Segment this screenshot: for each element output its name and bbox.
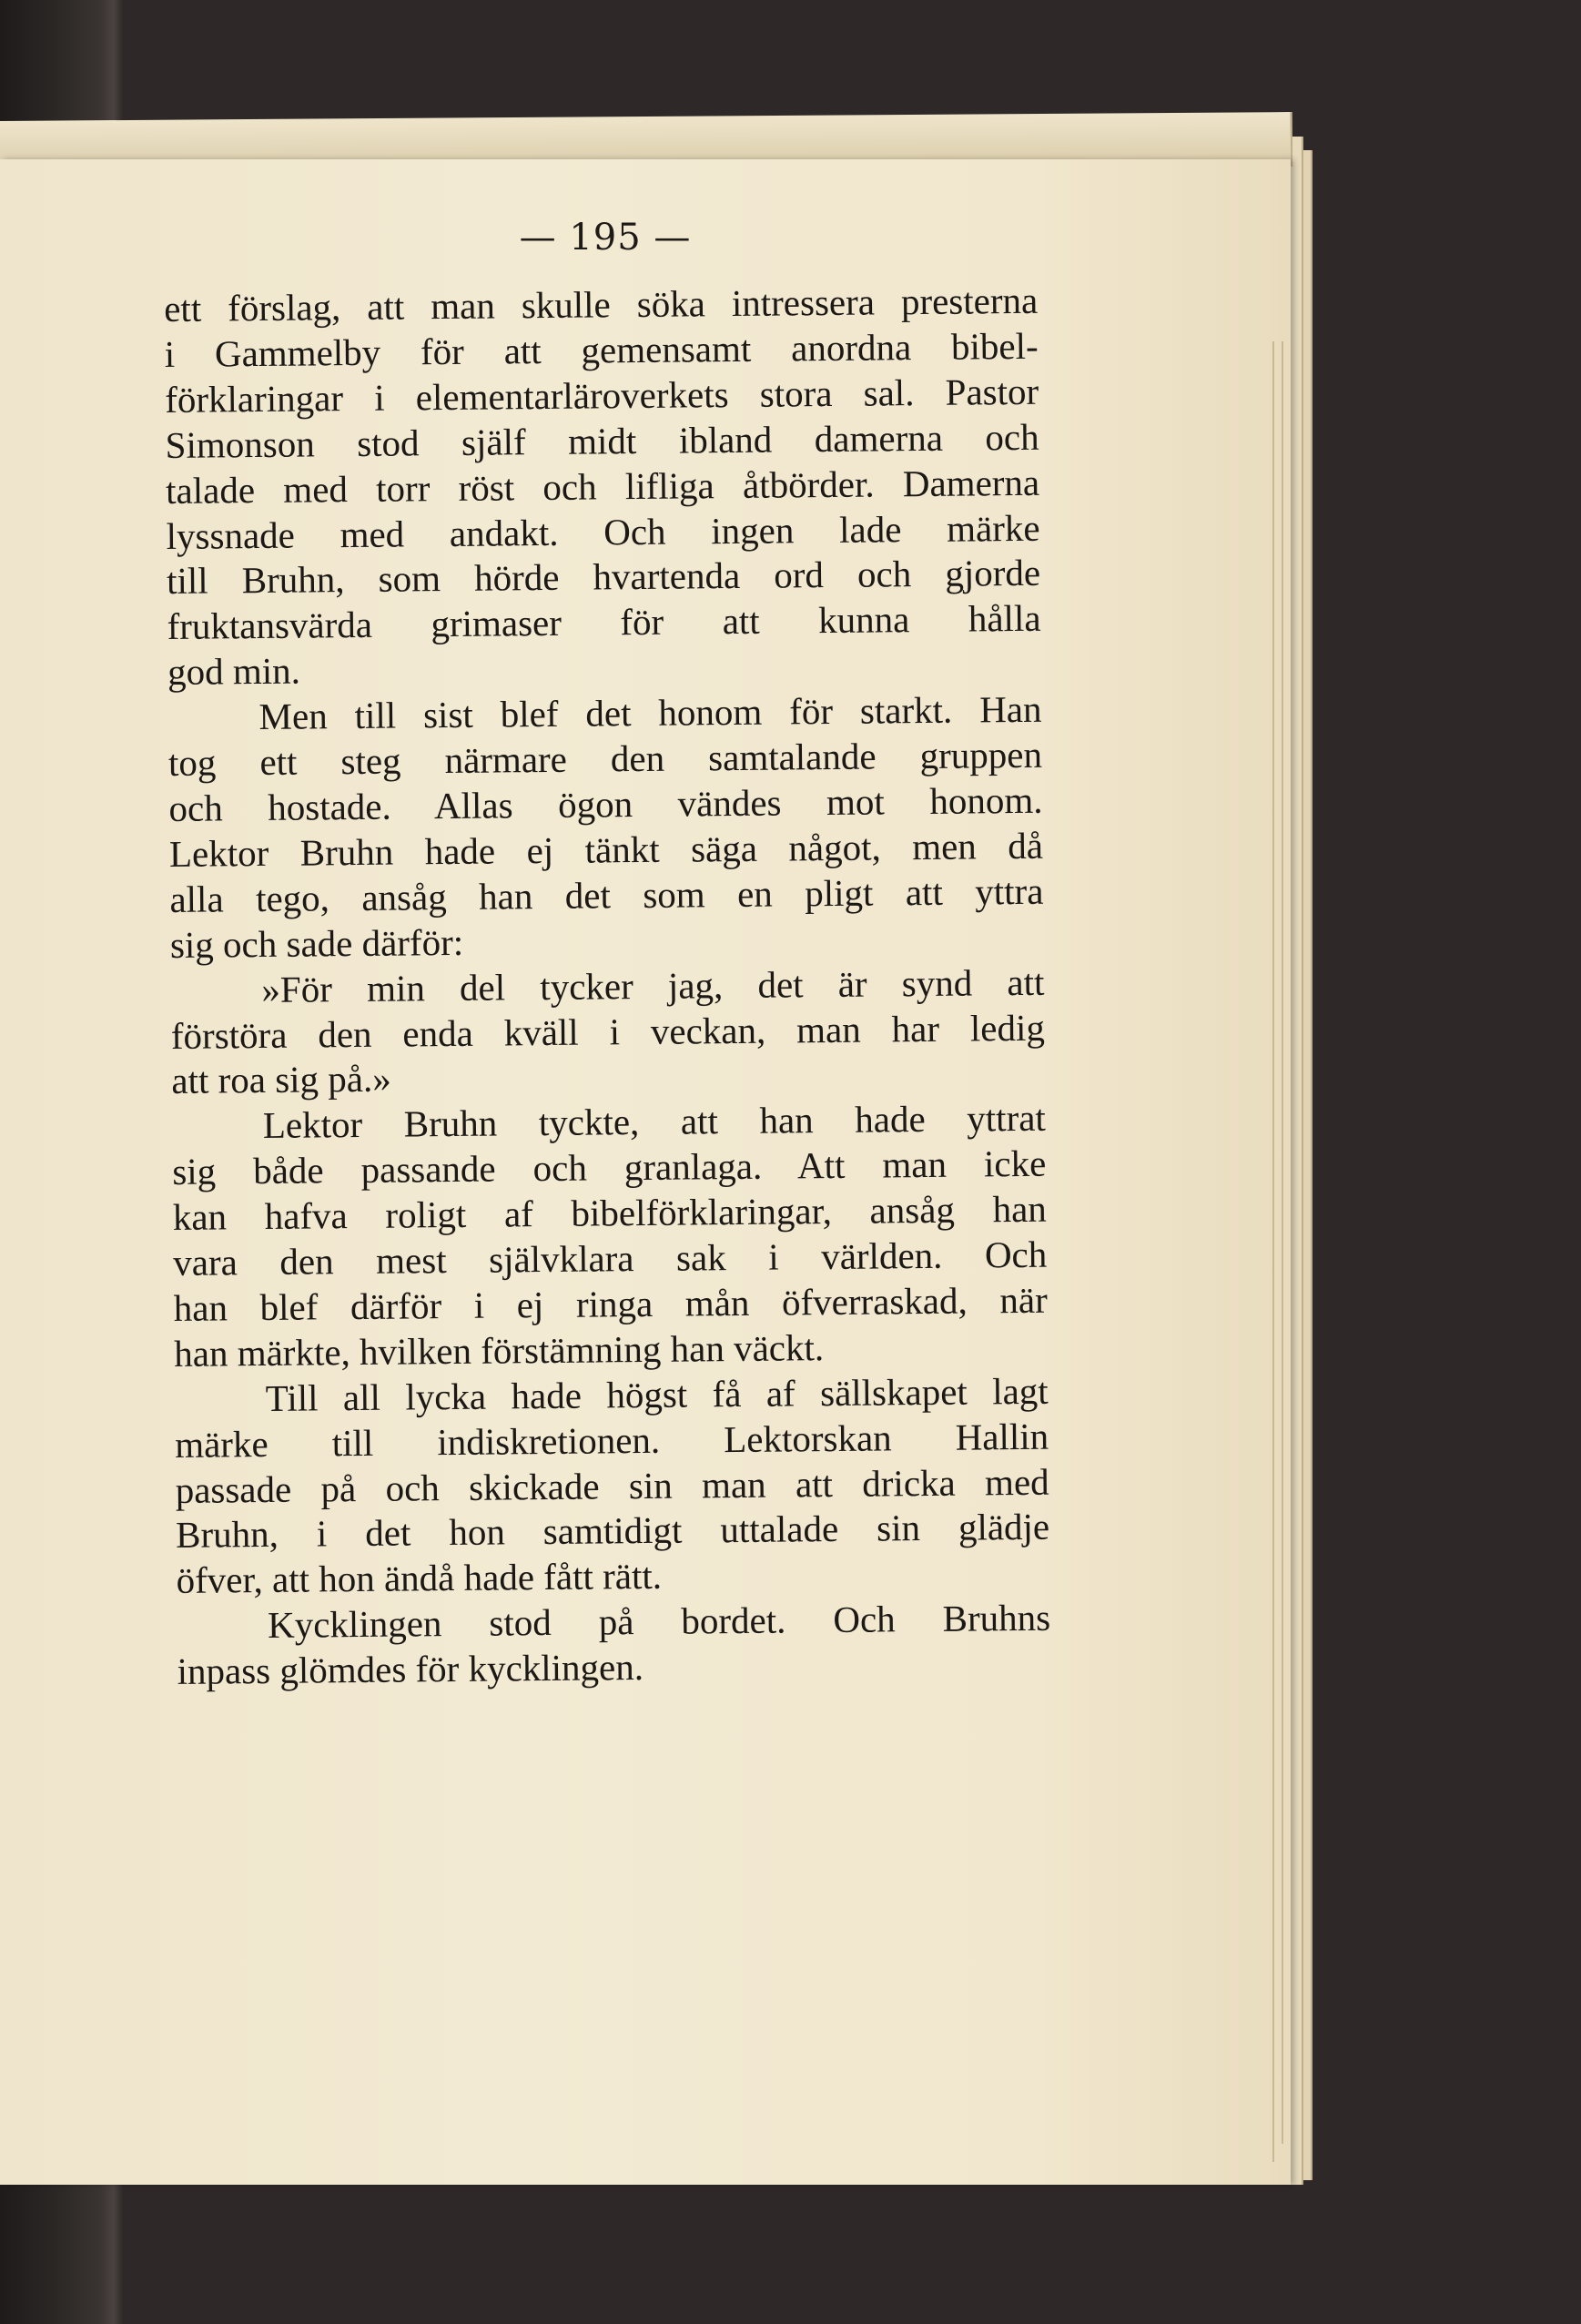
text-line: Till all lycka hade högst få af sällskapet lagt <box>265 1369 1049 1419</box>
text-line: god min. <box>167 649 301 694</box>
text-line: Men till sist blef det honom för starkt. Han <box>258 687 1042 738</box>
text-line: sig och sade därför: <box>169 920 464 966</box>
text-line: Simonson stod själf midt ibland damerna och <box>165 415 1039 466</box>
text-line: fruktansvärda grimaser för att kunna hålla <box>167 597 1041 648</box>
text-line: kan hafva roligt af bibelförklaringar, ansåg han <box>172 1187 1047 1239</box>
text-line: att roa sig på.» <box>171 1058 391 1102</box>
text-line: öfver, att hon ändå hade fått rätt. <box>176 1555 663 1602</box>
text-line: »För min del tycker jag, det är synd att <box>261 960 1045 1010</box>
text-line: lyssnade med andakt. Och ingen lade märke <box>166 506 1040 557</box>
text-line: i Gammelby för att gemensamt anordna bibel- <box>164 324 1039 375</box>
text-line: förstöra den enda kväll i veckan, man har ledig <box>170 1006 1046 1057</box>
text-line: märke till indiskretionen. Lektorskan Hallin <box>174 1415 1049 1466</box>
text-line: Lektor Bruhn hade ej tänkt säga något, men då <box>168 824 1044 875</box>
text-line: Kycklingen stod på bordet. Och Bruhns <box>267 1596 1051 1647</box>
text-line: talade med torr röst och lifliga åtbörder. Damerna <box>165 461 1040 512</box>
text-line: Lektor Bruhn tyckte, att han hade yttrat <box>262 1097 1047 1147</box>
page-edge-line <box>1282 341 1283 2144</box>
text-line: inpass glömdes för kycklingen. <box>177 1646 644 1693</box>
body-text <box>164 279 1051 1695</box>
text-line: tog ett steg närmare den samtalande gruppen <box>167 733 1043 785</box>
text-line: vara den mest självklara sak i världen. Och <box>173 1233 1048 1284</box>
text-line: alla tego, ansåg han det som en pligt att yttra <box>169 869 1044 920</box>
text-line: sig både passande och granlaga. Att man icke <box>172 1142 1047 1193</box>
text-line: han blef därför i ej ringa mån öfverraskad, när <box>173 1278 1048 1329</box>
text-line: förklaringar i elementarläroverkets stora sal. Pastor <box>164 370 1039 421</box>
text-line: passade på och skickade sin man att dricka med <box>175 1460 1049 1511</box>
text-line: och hostade. Allas ögon vändes mot honom. <box>168 778 1043 829</box>
text-line: Bruhn, i det hon samtidigt uttalade sin glädje <box>175 1506 1050 1557</box>
text-line: ett förslag, att man skulle söka intressera presterna <box>164 279 1039 330</box>
text-line: till Bruhn, som hörde hvartenda ord och gjorde <box>166 552 1041 603</box>
text-line: han märkte, hvilken förstämning han väckt. <box>174 1325 825 1375</box>
page-number: — 195 — <box>519 217 692 259</box>
page-edge-line <box>1272 341 1274 2162</box>
